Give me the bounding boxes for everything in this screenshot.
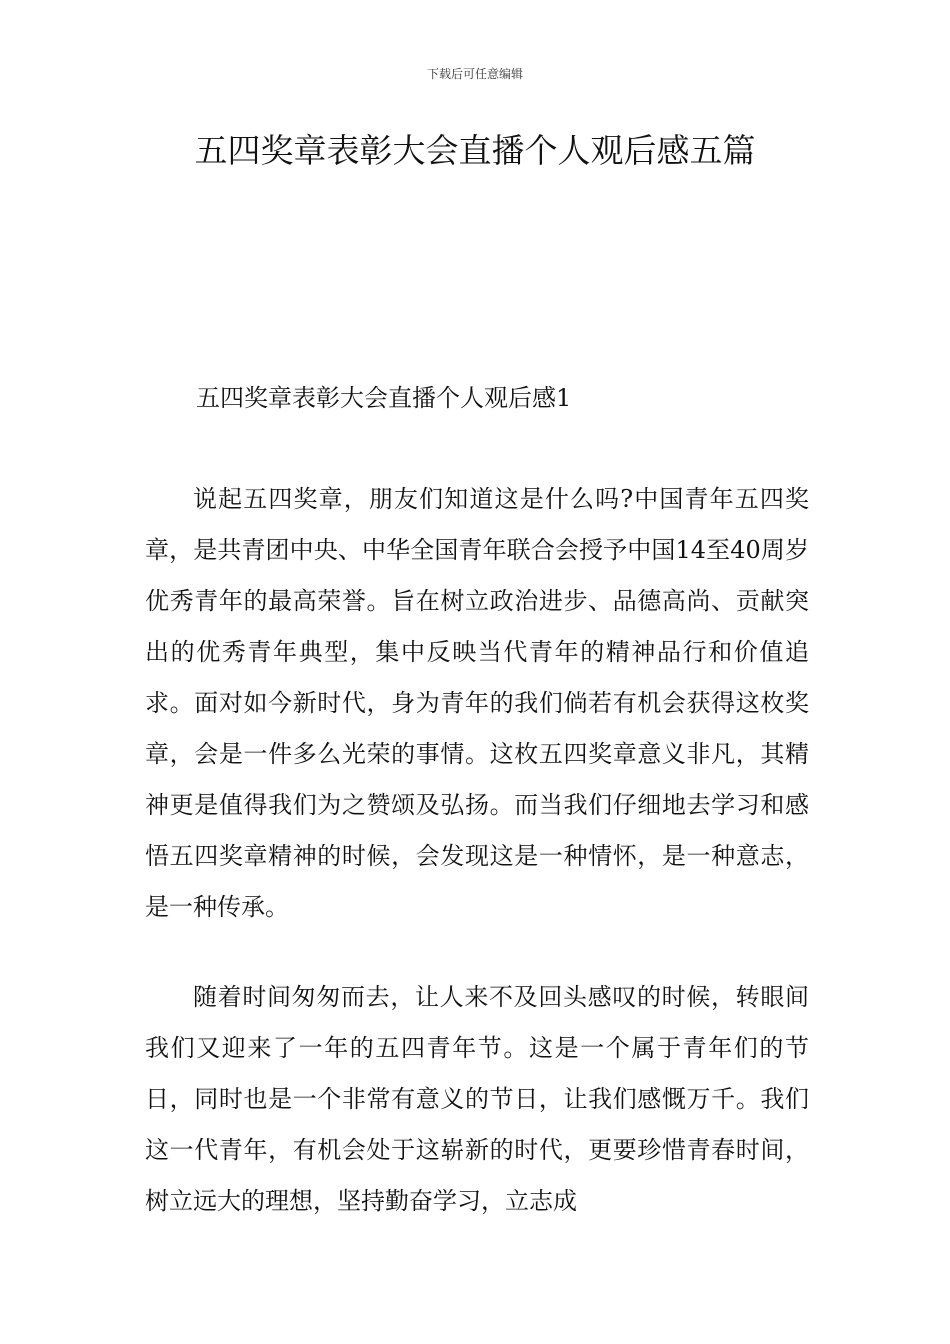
header-note: 下载后可任意编辑 xyxy=(426,67,523,81)
paragraph-2: 随着时间匆匆而去，让人来不及回头感叹的时候，转眼间我们又迎来了一年的五四青年节。这是一个属于青年们的节日，同时也是一个非常有意义的节日，让我们感慨万千。我们这一代青年，有机会处于这崭新的时代，更要珍惜青春时间，树立远大的理想，坚持勤奋学习，立志成 xyxy=(145,983,809,1215)
section-heading: 五四奖章表彰大会直播个人观后感1 xyxy=(196,384,572,412)
document-title: 五四奖章表彰大会直播个人观后感五篇 xyxy=(194,131,756,170)
paragraph-1: 说起五四奖章，朋友们知道这是什么吗?中国青年五四奖章，是共青团中央、中华全国青年联合会授予中国14至40周岁优秀青年的最高荣誉。旨在树立政治进步、品德高尚、贡献突出的优秀青年典型，集中反映当代青年的精神品行和价值追求。面对如今新时代，身为青年的我们倘若有机会获得这枚奖章，会是一件多么光荣的事情。这枚五四奖章意义非凡，其精神更是值得我们为之赞颂及弘扬。而当我们仔细地去学习和感悟五四奖章精神的时候，会发现这是一种情怀，是一种意志，是一种传承。 xyxy=(145,485,809,921)
